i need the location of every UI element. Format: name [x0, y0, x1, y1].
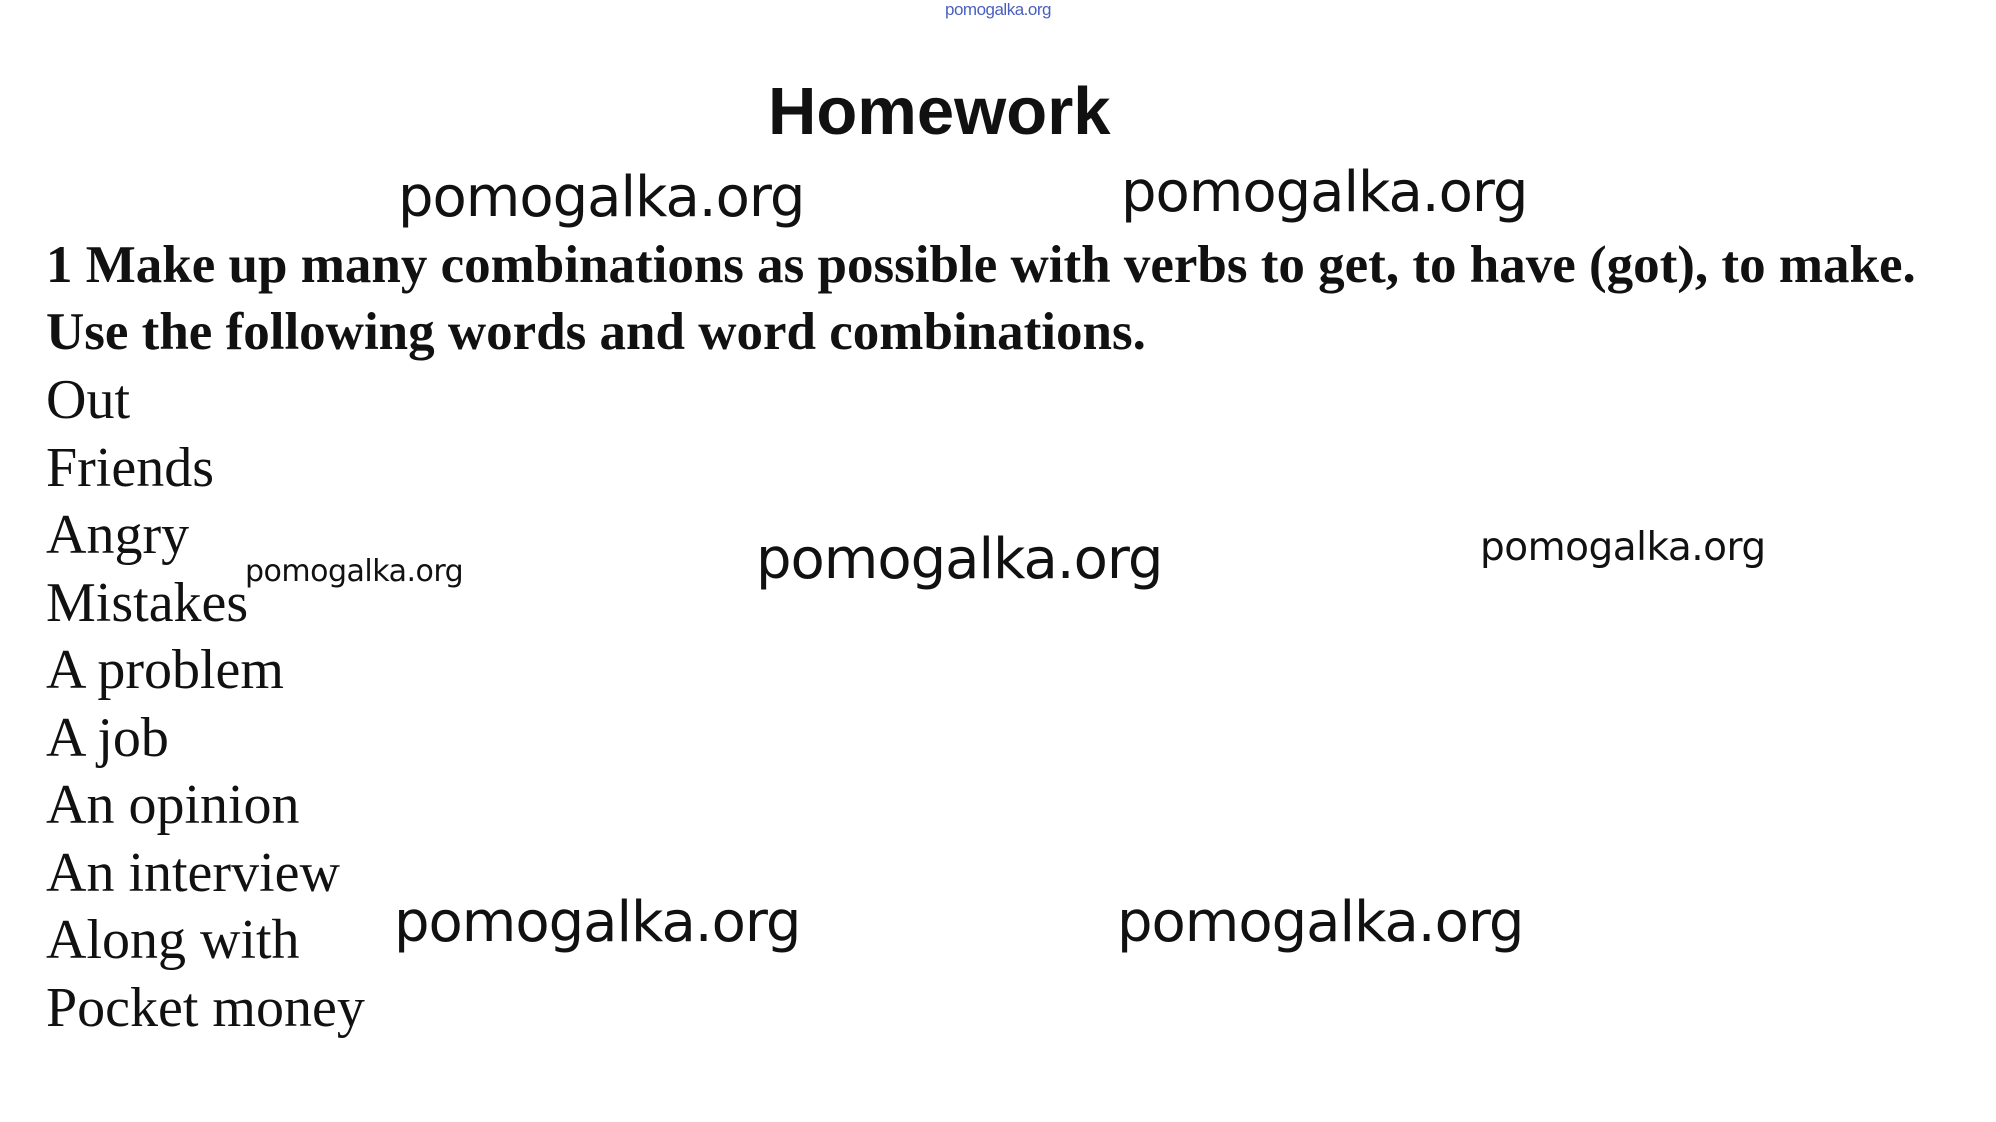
- watermark: pomogalka.org: [1117, 890, 1524, 955]
- watermark: pomogalka.org: [394, 890, 801, 955]
- watermark: pomogalka.org: [1121, 160, 1528, 225]
- watermark: pomogalka.org: [245, 554, 464, 589]
- list-item: Out: [46, 369, 130, 431]
- page-title: Homework: [768, 74, 1111, 149]
- list-item: Friends: [46, 436, 214, 499]
- list-item: Pocket money: [46, 976, 365, 1039]
- list-item: An interview: [46, 841, 340, 904]
- list-item: A job: [46, 706, 169, 769]
- exercise-instruction: 1 Make up many combinations as possible with verbs to get, to have (got), to make. Use the following words and word combinations.: [46, 236, 1916, 361]
- watermark: pomogalka.org: [398, 165, 805, 230]
- list-item: Along with: [46, 909, 300, 971]
- list-item: An opinion: [46, 774, 300, 836]
- watermark: pomogalka.org: [756, 527, 1163, 592]
- site-link[interactable]: pomogalka.org: [945, 0, 1051, 19]
- watermark: pomogalka.org: [1480, 525, 1766, 570]
- list-item: Angry: [46, 504, 190, 566]
- word-list: [46, 367, 365, 1042]
- list-item: Mistakes: [46, 571, 249, 634]
- list-item: A problem: [46, 639, 284, 701]
